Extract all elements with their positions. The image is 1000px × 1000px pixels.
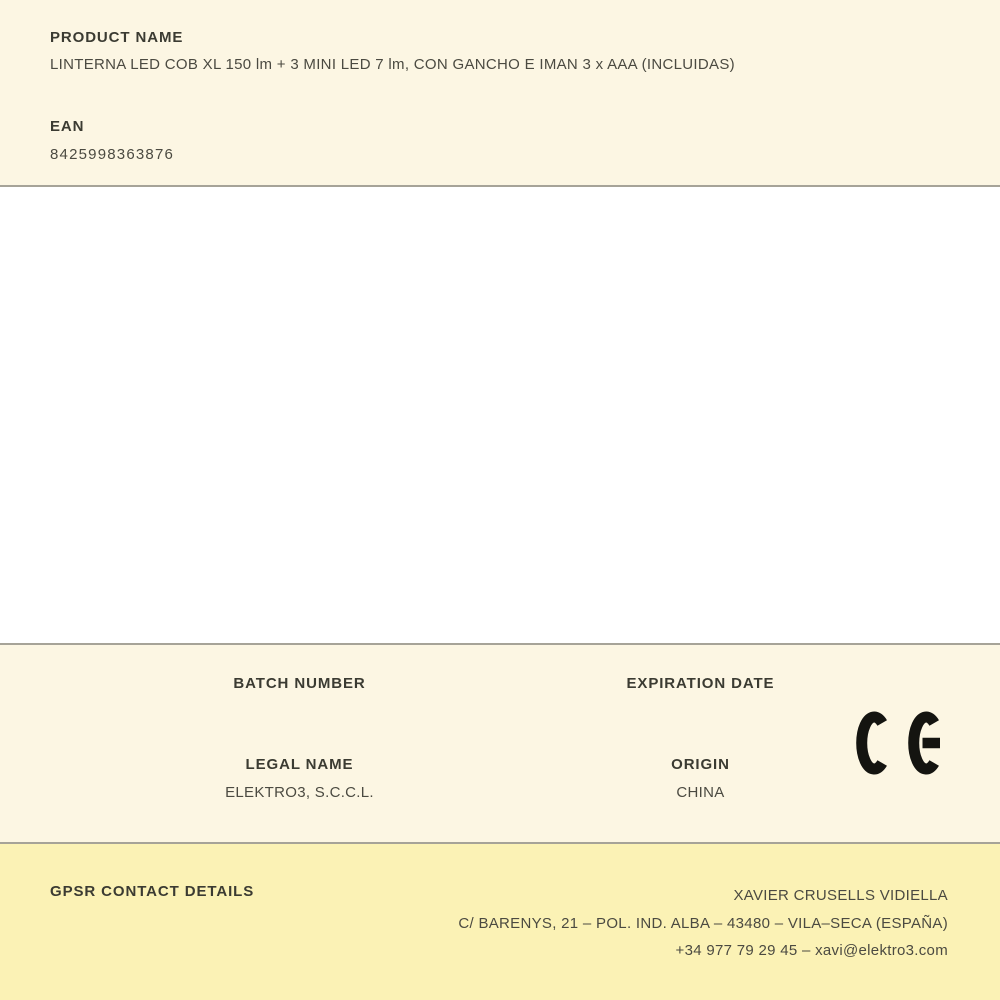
legal-name-label: LEGAL NAME <box>245 756 354 773</box>
ean-value: 8425998363876 <box>50 146 175 163</box>
batch-number-label: BATCH NUMBER <box>233 675 366 692</box>
gpsr-contact-block <box>458 882 948 965</box>
contact-phone-email: +34 977 79 29 45 – xavi@elektro3.com <box>675 942 948 959</box>
contact-person-name: XAVIER CRUSELLS VIDIELLA <box>733 887 948 904</box>
info-grid <box>0 645 1000 802</box>
product-info-section <box>0 645 1000 844</box>
origin-label: ORIGIN <box>671 756 730 773</box>
contact-address: C/ BARENYS, 21 – POL. IND. ALBA – 43480 – VILA–SECA (ESPAÑA) <box>458 914 948 932</box>
product-name-label: PRODUCT NAME <box>50 29 184 46</box>
product-header-section <box>0 0 1000 187</box>
gpsr-contact-label: GPSR CONTACT DETAILS <box>50 883 255 900</box>
info-column-right <box>500 645 901 802</box>
legal-name-value: ELEKTRO3, S.C.C.L. <box>225 784 374 801</box>
expiration-date-label: EXPIRATION DATE <box>626 675 775 692</box>
ean-label: EAN <box>50 118 85 135</box>
ce-mark-icon <box>856 710 944 776</box>
gpsr-contact-section <box>0 844 1000 1000</box>
product-image-area <box>0 187 1000 645</box>
origin-value: CHINA <box>676 784 725 801</box>
info-column-left <box>99 645 500 802</box>
product-name-value: LINTERNA LED COB XL 150 lm + 3 MINI LED 7 lm, CON GANCHO E IMAN 3 x AAA (INCLUIDAS) <box>50 56 735 73</box>
